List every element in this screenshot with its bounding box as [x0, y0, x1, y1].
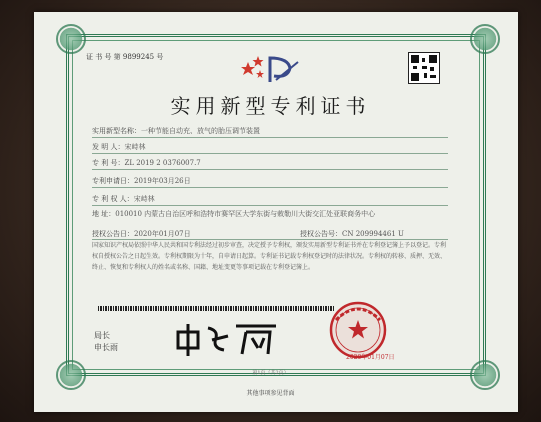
- barcode: [98, 306, 334, 311]
- field-value: CN 209994461 U: [342, 230, 404, 238]
- field-value: 2020年01月07日: [134, 230, 191, 238]
- signature: [172, 318, 282, 358]
- divider: [92, 205, 448, 206]
- certificate-number-value: 9899245: [122, 53, 155, 61]
- field-value: 010010 内蒙古自治区呼和浩特市赛罕区大学东街与敕勒川大街交汇处亚联商务中心: [115, 210, 376, 218]
- page-number: 第1页（共2页）: [252, 370, 289, 376]
- certificate-body-text: 国家知识产权局依照中华人民共和国专利法经过初步审查，决定授予专利权，颁发实用新型专利证书并在专利登记簿上予以登记。专利权自授权公告之日起生效。专利权期限为十年，自申请日起算。专利证书记载专利权登记时的法律状况。专利权的转移、质押、无效、终止、恢复和专利权人的姓名或名称、国籍、地址变更等事项记载在专利登记簿上。: [92, 242, 447, 271]
- corner-ornament: [470, 24, 500, 54]
- field-grant-number: [300, 229, 404, 239]
- field-label: 发 明 人：: [92, 143, 125, 151]
- field-value: 一种节能自动充、放气的胎压调节装置: [141, 127, 260, 135]
- field-label: 实用新型名称：: [92, 127, 141, 135]
- certificate-title: 实用新型专利证书: [170, 94, 371, 118]
- seal-date: 2020年01月07日: [346, 354, 395, 361]
- divider: [92, 137, 448, 138]
- field-value: 宋峙林: [124, 143, 146, 151]
- field-inventor: [92, 142, 145, 152]
- field-label: 地 址：: [92, 210, 116, 218]
- field-value: 2019年03月26日: [134, 177, 191, 185]
- field-label: 授权公告日：: [92, 230, 134, 238]
- field-grant-date: [92, 229, 191, 239]
- field-label: 专 利 号：: [92, 159, 125, 167]
- director-title: 局长: [94, 331, 110, 340]
- field-label: 授权公告号：: [300, 230, 342, 238]
- director-label: [94, 330, 118, 354]
- field-value: ZL 2019 2 0376007.7: [124, 159, 201, 167]
- field-label: 专 利 权 人：: [92, 195, 134, 203]
- field-patent-number: [92, 158, 201, 168]
- divider: [92, 169, 448, 170]
- footer-note: 其他事项参见背面: [246, 390, 295, 397]
- certificate-number-suffix: 号: [156, 53, 164, 61]
- qr-code: [408, 52, 440, 84]
- director-name: 申长雨: [94, 343, 118, 352]
- certificate-number-label: 证 书 号 第: [86, 53, 121, 61]
- field-value: 宋峙林: [133, 195, 155, 203]
- patent-emblem-icon: [236, 52, 306, 86]
- certificate-number: [86, 52, 163, 62]
- field-application-date: [92, 176, 191, 186]
- field-patentee: [92, 194, 155, 204]
- divider: [92, 187, 448, 188]
- field-address: [92, 210, 432, 219]
- field-label: 专利申请日：: [92, 177, 134, 185]
- field-utility-model-name: [92, 126, 260, 136]
- divider: [92, 153, 448, 154]
- corner-ornament: [56, 24, 86, 54]
